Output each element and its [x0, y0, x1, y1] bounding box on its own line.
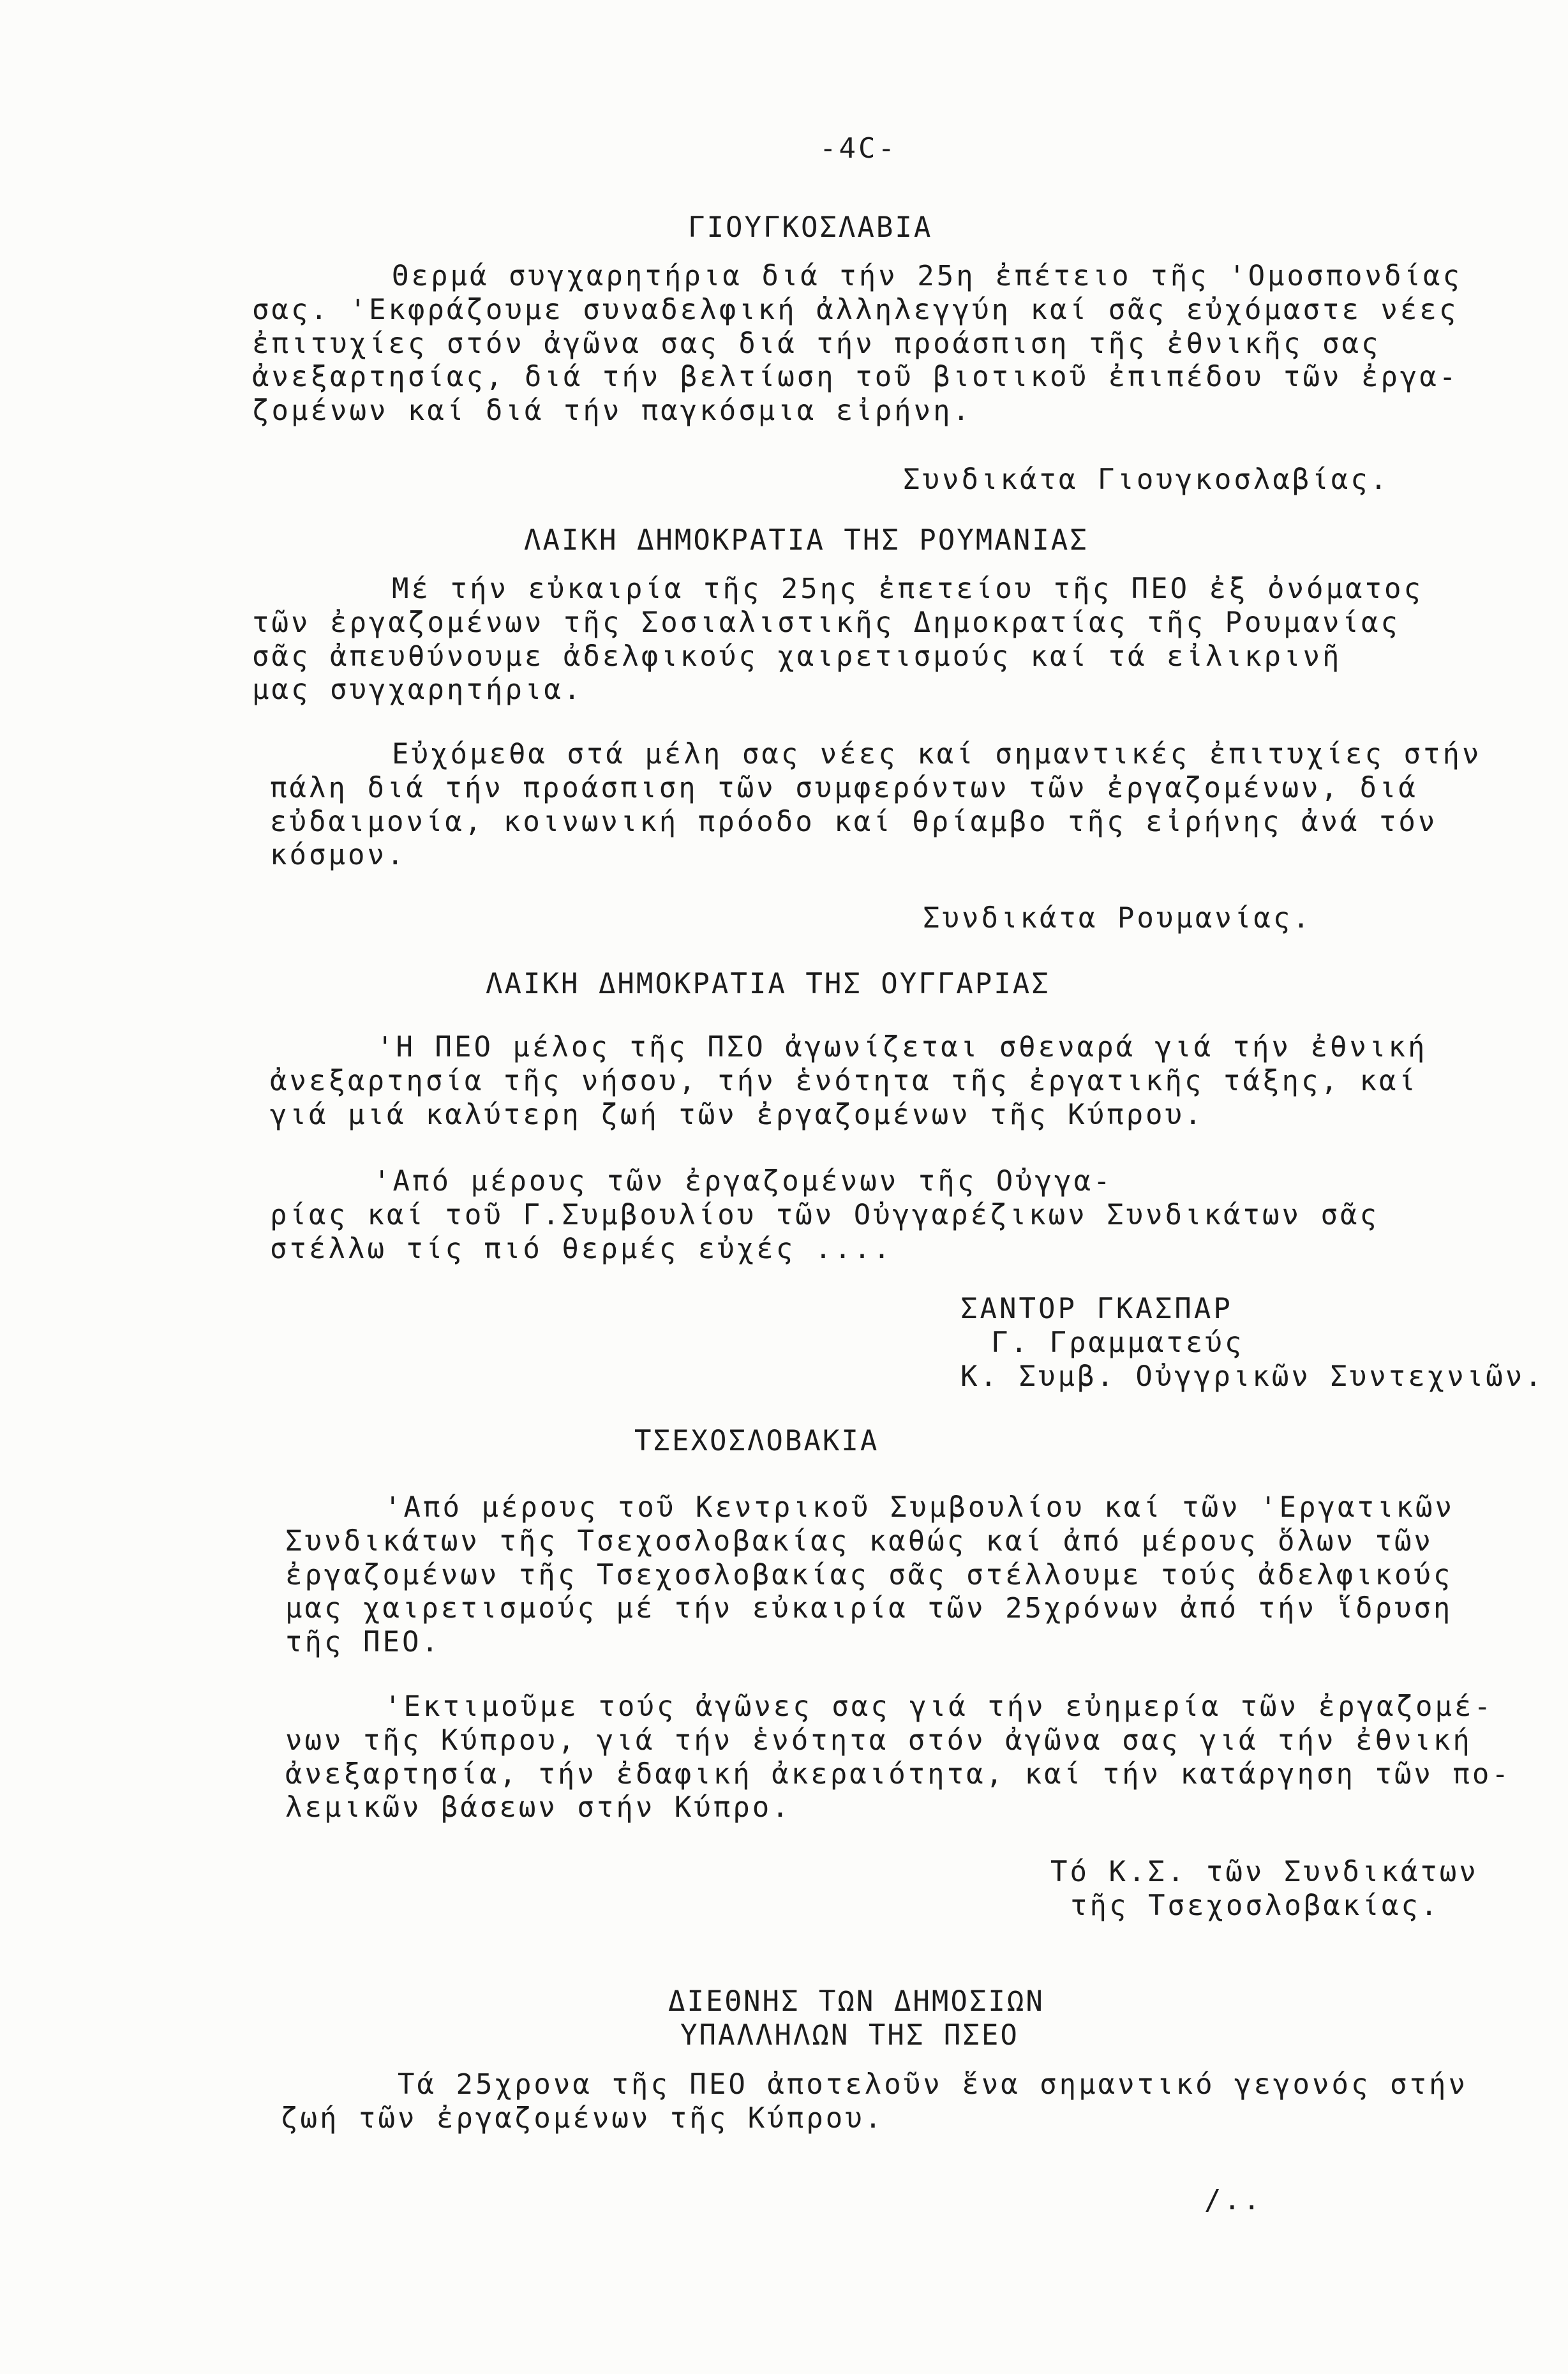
paragraph-line: ἀνεξαρτησία τῆς νήσου, τήν ἑνότητα τῆς ἐργατικῆς τάξης, καί [270, 1064, 1418, 1097]
signature-romania: Συνδικάτα Ρουμανίας. [923, 902, 1312, 935]
paragraph-line: Συνδικάτων τῆς Τσεχοσλοβακίας καθώς καί ἀπό μέρους ὅλων τῶν [285, 1524, 1433, 1558]
paragraph-line: στέλλω τίς πιό θερμές εὐχές .... [270, 1232, 893, 1265]
paragraph-line: Εὐχόμεθα στά μέλη σας νέες καί σημαντικές ἐπιτυχίες στήν [392, 738, 1482, 770]
paragraph-line: Θερμά συγχαρητήρια διά τήν 25η ἐπέτειο τῆς 'Ομοσπονδίας [392, 260, 1462, 292]
signature-czechoslovakia [1050, 1856, 1479, 1923]
paragraph-line: ἀνεξαρτησίας, διά τήν βελτίωση τοῦ βιοτικοῦ ἐπιπέδου τῶν ἐργα- [252, 361, 1459, 394]
signature-hungary [960, 1293, 1544, 1394]
paragraph-line: κόσμον. [270, 839, 407, 872]
heading-line: ΔΙΕΘΝΗΣ ΤΩΝ ΔΗΜΟΣΙΩΝ [668, 1985, 1045, 2018]
paragraph-line: ζωή τῶν ἐργαζομένων τῆς Κύπρου. [281, 2101, 885, 2135]
paragraph-hungary-1 [270, 1031, 1427, 1132]
paragraph-line: Μέ τήν εὐκαιρία τῆς 25ης ἐπετείου τῆς ΠΕΟ ἐξ ὀνόματος [392, 573, 1423, 605]
paragraph-hungary-2 [270, 1165, 1379, 1266]
paragraph-line: ρίας καί τοῦ Γ.Συμβουλίου τῶν Οὐγγαρέζικων Συνδικάτων σᾶς [270, 1198, 1379, 1231]
paragraph-line: λεμικῶν βάσεων στήν Κύπρο. [285, 1791, 791, 1824]
paragraph-line: 'Από μέρους τῶν ἐργαζομένων τῆς Οὐγγα- [373, 1165, 1113, 1198]
section-heading-public-employees [668, 1985, 1045, 2053]
paragraph-line: ἐργαζομένων τῆς Τσεχοσλοβακίας σᾶς στέλλουμε τούς ἀδελφικούς [285, 1558, 1453, 1591]
paragraph-line: μας χαιρετισμούς μέ τήν εὐκαιρία τῶν 25χρόνων ἀπό τήν ἵδρυση [285, 1592, 1453, 1625]
paragraph-line: ἀνεξαρτησία, τήν ἐδαφική ἀκεραιότητα, καί τήν κατάργηση τῶν πο- [285, 1757, 1511, 1791]
paragraph-line: ἐπιτυχίες στόν ἀγῶνα σας διά τήν προάσπιση τῆς ἐθνικῆς σας [252, 327, 1381, 360]
signature-line: τῆς Τσεχοσλοβακίας. [1070, 1889, 1440, 1922]
paragraph-czechoslovakia-1 [285, 1491, 1454, 1660]
paragraph-line: 'Η ΠΕΟ μέλος τῆς ΠΣΟ ἀγωνίζεται σθεναρά γιά τήν ἐθνική [377, 1031, 1428, 1063]
paragraph-line: τῆς ΠΕΟ. [285, 1626, 441, 1659]
section-heading-hungary: ΛΑΙΚΗ ΔΗΜΟΚΡΑΤΙΑ ΤΗΣ ΟΥΓΓΑΡΙΑΣ [486, 968, 1050, 1000]
signature-organization: Κ. Συμβ. Οὐγγρικῶν Συντεχνιῶν. [960, 1360, 1544, 1393]
paragraph-line: Τά 25χρονα τῆς ΠΕΟ ἀποτελοῦν ἕνα σημαντικό γεγονός στήν [398, 2068, 1468, 2101]
paragraph-line: μας συγχαρητήρια. [252, 673, 583, 707]
paragraph-czechoslovakia-2 [285, 1690, 1511, 1825]
paragraph-yugoslavia [252, 260, 1462, 428]
paragraph-line: τῶν ἐργαζομένων τῆς Σοσιαλιστικῆς Δημοκρατίας τῆς Ρουμανίας [252, 606, 1400, 639]
paragraph-line: πάλη διά τήν προάσπιση τῶν συμφερόντων τῶν ἐργαζομένων, διά [270, 771, 1418, 804]
section-heading-yugoslavia: ΓΙΟΥΓΚΟΣΛΑΒΙΑ [688, 211, 933, 244]
section-heading-czechoslovakia: ΤΣΕΧΟΣΛΟΒΑΚΙΑ [634, 1425, 879, 1457]
signature-name: ΣΑΝΤΟΡ ΓΚΑΣΠΑΡ [960, 1293, 1233, 1325]
signature-line: Τό Κ.Σ. τῶν Συνδικάτων [1050, 1856, 1479, 1888]
paragraph-romania-2 [270, 738, 1481, 873]
paragraph-line: γιά μιά καλύτερη ζωή τῶν ἐργαζομένων τῆς Κύπρου. [270, 1098, 1204, 1131]
paragraph-line: σᾶς ἀπευθύνουμε ἀδελφικούς χαιρετισμούς καί τά εἰλικρινῆ [252, 640, 1342, 673]
signature-title: Γ. Γραμματεύς [991, 1326, 1244, 1359]
paragraph-line: ζομένων καί διά τήν παγκόσμια εἰρήνη. [252, 394, 973, 428]
section-heading-romania: ΛΑΙΚΗ ΔΗΜΟΚΡΑΤΙΑ ΤΗΣ ΡΟΥΜΑΝΙΑΣ [524, 524, 1089, 557]
signature-yugoslavia: Συνδικάτα Γιουγκοσλαβίας. [903, 463, 1390, 496]
paragraph-line: σας. 'Εκφράζουμε συναδελφική ἀλληλεγγύη καί σᾶς εὐχόμαστε νέες [252, 293, 1459, 326]
paragraph-public-employees [281, 2068, 1468, 2136]
heading-line: ΥΠΑΛΛΗΛΩΝ ΤΗΣ ΠΣΕΟ [680, 2018, 1019, 2052]
paragraph-line: νων τῆς Κύπρου, γιά τήν ἑνότητα στόν ἀγῶνα σας γιά τήν ἐθνική [285, 1724, 1472, 1757]
paragraph-line: εὐδαιμονία, κοινωνική πρόοδο καί θρίαμβο τῆς εἰρήνης ἀνά τόν [270, 805, 1438, 838]
paragraph-line: 'Εκτιμοῦμε τούς ἀγῶνες σας γιά τήν εὐημερία τῶν ἐργαζομέ- [384, 1690, 1493, 1723]
paragraph-romania-1 [252, 573, 1423, 707]
page-number: -4C- [819, 132, 897, 165]
continuation-mark: /.. [1204, 2184, 1263, 2216]
paragraph-line: 'Από μέρους τοῦ Κεντρικοῦ Συμβουλίου καί τῶν 'Εργατικῶν [384, 1491, 1454, 1524]
